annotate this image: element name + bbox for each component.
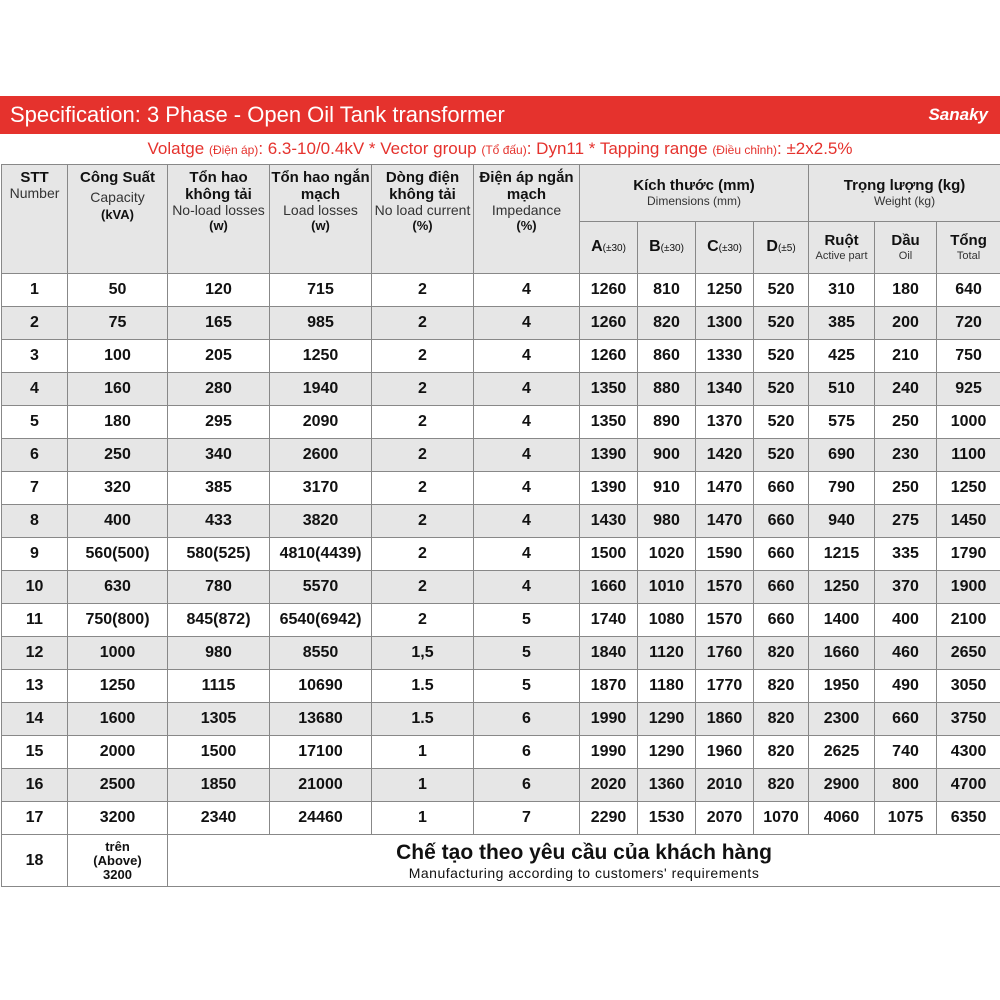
row-weight-total: 1900: [937, 571, 1000, 604]
row-capacity: 320: [68, 472, 168, 505]
row-noload-current: 2: [372, 307, 474, 340]
row-weight-total: 2650: [937, 637, 1000, 670]
row-dim-a: 1500: [580, 538, 638, 571]
row-weight-total: 1450: [937, 505, 1000, 538]
row-weight-active: 4060: [809, 802, 875, 835]
row-noload-losses: 1115: [168, 670, 270, 703]
row-noload-losses: 385: [168, 472, 270, 505]
custom-manufacturing-note: Chế tạo theo yêu cầu của khách hàng Manufacturing according to customers' requirements: [168, 835, 1000, 887]
row-load-losses: 2090: [270, 406, 372, 439]
row-dim-d: 660: [754, 472, 809, 505]
row-load-losses: 3820: [270, 505, 372, 538]
row-noload-current: 2: [372, 472, 474, 505]
row-impedance: 4: [474, 274, 580, 307]
row-capacity: 2500: [68, 769, 168, 802]
header-dim-c: C(±30): [696, 222, 754, 274]
row-dim-d: 520: [754, 373, 809, 406]
row-dim-b: 860: [638, 340, 696, 373]
row-weight-oil: 210: [875, 340, 937, 373]
row-weight-active: 510: [809, 373, 875, 406]
row-load-losses: 21000: [270, 769, 372, 802]
row-weight-oil: 370: [875, 571, 937, 604]
row-impedance: 4: [474, 472, 580, 505]
row-dim-c: 1570: [696, 604, 754, 637]
header-load-losses: Tổn hao ngắn mạch Load losses (w): [270, 165, 372, 274]
row-load-losses: 8550: [270, 637, 372, 670]
table-row: [2, 472, 1000, 505]
row-weight-oil: 200: [875, 307, 937, 340]
row-dim-b: 1080: [638, 604, 696, 637]
row-dim-c: 1770: [696, 670, 754, 703]
row-dim-b: 1120: [638, 637, 696, 670]
row-noload-current: 2: [372, 538, 474, 571]
row-weight-total: 4700: [937, 769, 1000, 802]
row-noload-current: 2: [372, 439, 474, 472]
row-weight-active: 310: [809, 274, 875, 307]
row-noload-current: 1: [372, 802, 474, 835]
row-dim-a: 1430: [580, 505, 638, 538]
row-dim-c: 1370: [696, 406, 754, 439]
row-dim-c: 1300: [696, 307, 754, 340]
header-dim-a: A(±30): [580, 222, 638, 274]
row-noload-losses: 120: [168, 274, 270, 307]
row-stt: 18: [2, 835, 68, 887]
row-stt: 1: [2, 274, 68, 307]
row-weight-active: 1250: [809, 571, 875, 604]
row-dim-a: 1260: [580, 307, 638, 340]
row-dim-a: 1990: [580, 703, 638, 736]
row-noload-losses: 295: [168, 406, 270, 439]
row-weight-total: 1250: [937, 472, 1000, 505]
row-load-losses: 4810(4439): [270, 538, 372, 571]
row-impedance: 6: [474, 736, 580, 769]
row-weight-active: 2300: [809, 703, 875, 736]
row-dim-b: 1530: [638, 802, 696, 835]
row-dim-b: 890: [638, 406, 696, 439]
row-stt: 5: [2, 406, 68, 439]
vector-label: Vector group: [380, 139, 477, 158]
row-noload-current: 2: [372, 571, 474, 604]
row-capacity: 1250: [68, 670, 168, 703]
row-impedance: 4: [474, 406, 580, 439]
table-row: [2, 703, 1000, 736]
voltage-label-vi: (Điện áp): [208, 143, 259, 157]
row-dim-c: 1420: [696, 439, 754, 472]
header-active-part: Ruột Active part: [809, 222, 875, 274]
row-dim-d: 820: [754, 769, 809, 802]
row-impedance: 4: [474, 505, 580, 538]
row-weight-total: 6350: [937, 802, 1000, 835]
row-dim-a: 1260: [580, 274, 638, 307]
row-load-losses: 2600: [270, 439, 372, 472]
brand-name: Sanaky: [928, 105, 988, 124]
row-capacity: 750(800): [68, 604, 168, 637]
spec-subheading: [0, 137, 1000, 161]
row-noload-current: 2: [372, 340, 474, 373]
table-row: [2, 802, 1000, 835]
row-weight-active: 2625: [809, 736, 875, 769]
row-dim-b: 900: [638, 439, 696, 472]
row-dim-d: 520: [754, 274, 809, 307]
row-dim-a: 1740: [580, 604, 638, 637]
row-weight-oil: 740: [875, 736, 937, 769]
row-load-losses: 10690: [270, 670, 372, 703]
row-noload-losses: 433: [168, 505, 270, 538]
row-dim-b: 1020: [638, 538, 696, 571]
header-dimensions: Kích thước (mm) Dimensions (mm): [580, 165, 809, 222]
row-dim-c: 1960: [696, 736, 754, 769]
row-weight-total: 925: [937, 373, 1000, 406]
header-noload-current: Dòng điện không tải No load current (%): [372, 165, 474, 274]
row-dim-a: 1260: [580, 340, 638, 373]
row-stt: 12: [2, 637, 68, 670]
row-dim-c: 1330: [696, 340, 754, 373]
row-weight-active: 385: [809, 307, 875, 340]
row-dim-d: 520: [754, 439, 809, 472]
row-weight-active: 940: [809, 505, 875, 538]
row-dim-b: 910: [638, 472, 696, 505]
row-load-losses: 3170: [270, 472, 372, 505]
row-noload-current: 1.5: [372, 670, 474, 703]
row-weight-oil: 240: [875, 373, 937, 406]
table-row: [2, 637, 1000, 670]
row-weight-active: 1660: [809, 637, 875, 670]
row-dim-a: 1990: [580, 736, 638, 769]
row-stt: 16: [2, 769, 68, 802]
row-load-losses: 17100: [270, 736, 372, 769]
row-capacity: 1000: [68, 637, 168, 670]
row-impedance: 7: [474, 802, 580, 835]
row-dim-b: 1010: [638, 571, 696, 604]
title-banner: [0, 96, 1000, 134]
vector-value: : Dyn11 *: [526, 139, 600, 158]
row-capacity: 3200: [68, 802, 168, 835]
row-load-losses: 5570: [270, 571, 372, 604]
row-weight-total: 1790: [937, 538, 1000, 571]
row-noload-losses: 165: [168, 307, 270, 340]
row-noload-losses: 980: [168, 637, 270, 670]
row-impedance: 4: [474, 571, 580, 604]
row-dim-a: 1390: [580, 439, 638, 472]
row-dim-a: 1350: [580, 373, 638, 406]
row-capacity: 160: [68, 373, 168, 406]
row-weight-total: 1100: [937, 439, 1000, 472]
row-dim-b: 880: [638, 373, 696, 406]
row-capacity: 100: [68, 340, 168, 373]
row-stt: 2: [2, 307, 68, 340]
row-noload-losses: 1850: [168, 769, 270, 802]
row-dim-d: 820: [754, 736, 809, 769]
row-load-losses: 985: [270, 307, 372, 340]
row-weight-total: 2100: [937, 604, 1000, 637]
row-noload-losses: 340: [168, 439, 270, 472]
table-row: [2, 307, 1000, 340]
spec-table: [1, 164, 1000, 887]
row-dim-d: 660: [754, 571, 809, 604]
row-noload-current: 1: [372, 769, 474, 802]
row-load-losses: 6540(6942): [270, 604, 372, 637]
row-weight-oil: 250: [875, 406, 937, 439]
row-noload-losses: 780: [168, 571, 270, 604]
row-noload-current: 1,5: [372, 637, 474, 670]
row-capacity: 50: [68, 274, 168, 307]
table-row: [2, 538, 1000, 571]
row-impedance: 4: [474, 439, 580, 472]
row-dim-a: 1660: [580, 571, 638, 604]
row-capacity: 250: [68, 439, 168, 472]
table-row: [2, 373, 1000, 406]
row-stt: 14: [2, 703, 68, 736]
row-dim-b: 820: [638, 307, 696, 340]
row-weight-oil: 1075: [875, 802, 937, 835]
row-weight-active: 425: [809, 340, 875, 373]
row-dim-d: 1070: [754, 802, 809, 835]
row-noload-losses: 2340: [168, 802, 270, 835]
row-impedance: 6: [474, 703, 580, 736]
row-load-losses: 1250: [270, 340, 372, 373]
header-noload-losses: Tổn hao không tải No-load losses (w): [168, 165, 270, 274]
row-dim-b: 1290: [638, 703, 696, 736]
row-noload-losses: 580(525): [168, 538, 270, 571]
row-stt: 7: [2, 472, 68, 505]
tapping-label: Tapping range: [599, 139, 708, 158]
row-dim-c: 1250: [696, 274, 754, 307]
row-dim-d: 660: [754, 505, 809, 538]
row-stt: 4: [2, 373, 68, 406]
row-impedance: 6: [474, 769, 580, 802]
voltage-value: : 6.3-10/0.4kV *: [258, 139, 381, 158]
row-weight-active: 2900: [809, 769, 875, 802]
row-dim-d: 820: [754, 670, 809, 703]
table-row: [2, 505, 1000, 538]
row-dim-b: 980: [638, 505, 696, 538]
row-noload-current: 2: [372, 604, 474, 637]
row-noload-current: 1: [372, 736, 474, 769]
row-weight-oil: 400: [875, 604, 937, 637]
row-capacity: 1600: [68, 703, 168, 736]
row-dim-c: 1470: [696, 505, 754, 538]
row-load-losses: 715: [270, 274, 372, 307]
row-weight-total: 3050: [937, 670, 1000, 703]
table-row: [2, 604, 1000, 637]
row-dim-d: 520: [754, 406, 809, 439]
row-capacity: 630: [68, 571, 168, 604]
row-dim-d: 520: [754, 307, 809, 340]
header-capacity: Công Suất Capacity (kVA): [68, 165, 168, 274]
row-dim-a: 1390: [580, 472, 638, 505]
row-impedance: 5: [474, 604, 580, 637]
row-weight-total: 3750: [937, 703, 1000, 736]
row-weight-active: 1950: [809, 670, 875, 703]
table-row: [2, 406, 1000, 439]
row-load-losses: 24460: [270, 802, 372, 835]
row-dim-c: 2010: [696, 769, 754, 802]
row-dim-a: 2020: [580, 769, 638, 802]
row-capacity: 400: [68, 505, 168, 538]
row-dim-b: 810: [638, 274, 696, 307]
row-dim-a: 2290: [580, 802, 638, 835]
row-noload-losses: 205: [168, 340, 270, 373]
row-weight-oil: 335: [875, 538, 937, 571]
row-capacity: trên (Above) 3200: [68, 835, 168, 887]
header-impedance: Điện áp ngắn mạch Impedance (%): [474, 165, 580, 274]
row-dim-c: 2070: [696, 802, 754, 835]
row-dim-c: 1590: [696, 538, 754, 571]
row-load-losses: 1940: [270, 373, 372, 406]
row-noload-losses: 1500: [168, 736, 270, 769]
row-stt: 15: [2, 736, 68, 769]
row-impedance: 4: [474, 538, 580, 571]
header-stt: STT Number: [2, 165, 68, 274]
row-stt: 10: [2, 571, 68, 604]
row-dim-c: 1340: [696, 373, 754, 406]
row-weight-active: 690: [809, 439, 875, 472]
row-impedance: 5: [474, 637, 580, 670]
row-dim-c: 1570: [696, 571, 754, 604]
row-capacity: 560(500): [68, 538, 168, 571]
row-stt: 8: [2, 505, 68, 538]
row-dim-a: 1840: [580, 637, 638, 670]
header-total: Tổng Total: [937, 222, 1000, 274]
table-row: [2, 670, 1000, 703]
table-row: [2, 274, 1000, 307]
row-weight-total: 1000: [937, 406, 1000, 439]
row-weight-total: 750: [937, 340, 1000, 373]
row-weight-total: 720: [937, 307, 1000, 340]
row-load-losses: 13680: [270, 703, 372, 736]
tapping-value: : ±2x2.5%: [777, 139, 853, 158]
voltage-label: Volatge: [147, 139, 205, 158]
row-noload-current: 2: [372, 406, 474, 439]
row-capacity: 2000: [68, 736, 168, 769]
row-noload-losses: 280: [168, 373, 270, 406]
table-row: [2, 736, 1000, 769]
row-impedance: 4: [474, 340, 580, 373]
row-weight-oil: 275: [875, 505, 937, 538]
row-weight-oil: 460: [875, 637, 937, 670]
row-dim-a: 1350: [580, 406, 638, 439]
row-weight-active: 1400: [809, 604, 875, 637]
row-noload-losses: 845(872): [168, 604, 270, 637]
row-dim-c: 1470: [696, 472, 754, 505]
row-stt: 17: [2, 802, 68, 835]
row-dim-b: 1290: [638, 736, 696, 769]
row-dim-c: 1760: [696, 637, 754, 670]
table-row: [2, 439, 1000, 472]
row-weight-oil: 800: [875, 769, 937, 802]
vector-label-vi: (Tổ đấu): [481, 143, 527, 157]
row-impedance: 4: [474, 373, 580, 406]
row-dim-d: 520: [754, 340, 809, 373]
row-dim-c: 1860: [696, 703, 754, 736]
header-dim-b: B(±30): [638, 222, 696, 274]
page-title: Specification: 3 Phase - Open Oil Tank transformer: [10, 102, 505, 127]
row-dim-d: 660: [754, 538, 809, 571]
row-stt: 6: [2, 439, 68, 472]
row-weight-oil: 180: [875, 274, 937, 307]
row-noload-current: 2: [372, 373, 474, 406]
row-dim-b: 1360: [638, 769, 696, 802]
tapping-label-vi: (Điều chỉnh): [712, 143, 778, 157]
table-row: [2, 340, 1000, 373]
row-weight-oil: 250: [875, 472, 937, 505]
row-weight-total: 4300: [937, 736, 1000, 769]
row-weight-oil: 490: [875, 670, 937, 703]
row-noload-losses: 1305: [168, 703, 270, 736]
table-row: [2, 769, 1000, 802]
header-oil: Dầu Oil: [875, 222, 937, 274]
row-dim-a: 1870: [580, 670, 638, 703]
row-weight-active: 575: [809, 406, 875, 439]
row-noload-current: 2: [372, 505, 474, 538]
row-weight-active: 790: [809, 472, 875, 505]
header-weight: Trọng lượng (kg) Weight (kg): [809, 165, 1000, 222]
row-impedance: 5: [474, 670, 580, 703]
row-dim-b: 1180: [638, 670, 696, 703]
table-row: [2, 835, 1000, 887]
table-body: [2, 274, 1000, 887]
row-weight-total: 640: [937, 274, 1000, 307]
row-dim-d: 820: [754, 703, 809, 736]
row-weight-oil: 230: [875, 439, 937, 472]
row-stt: 3: [2, 340, 68, 373]
row-impedance: 4: [474, 307, 580, 340]
row-noload-current: 2: [372, 274, 474, 307]
row-stt: 9: [2, 538, 68, 571]
table-row: [2, 571, 1000, 604]
row-stt: 13: [2, 670, 68, 703]
row-dim-d: 820: [754, 637, 809, 670]
row-noload-current: 1.5: [372, 703, 474, 736]
row-dim-d: 660: [754, 604, 809, 637]
row-weight-oil: 660: [875, 703, 937, 736]
row-weight-active: 1215: [809, 538, 875, 571]
header-dim-d: D(±5): [754, 222, 809, 274]
row-stt: 11: [2, 604, 68, 637]
row-capacity: 75: [68, 307, 168, 340]
row-capacity: 180: [68, 406, 168, 439]
